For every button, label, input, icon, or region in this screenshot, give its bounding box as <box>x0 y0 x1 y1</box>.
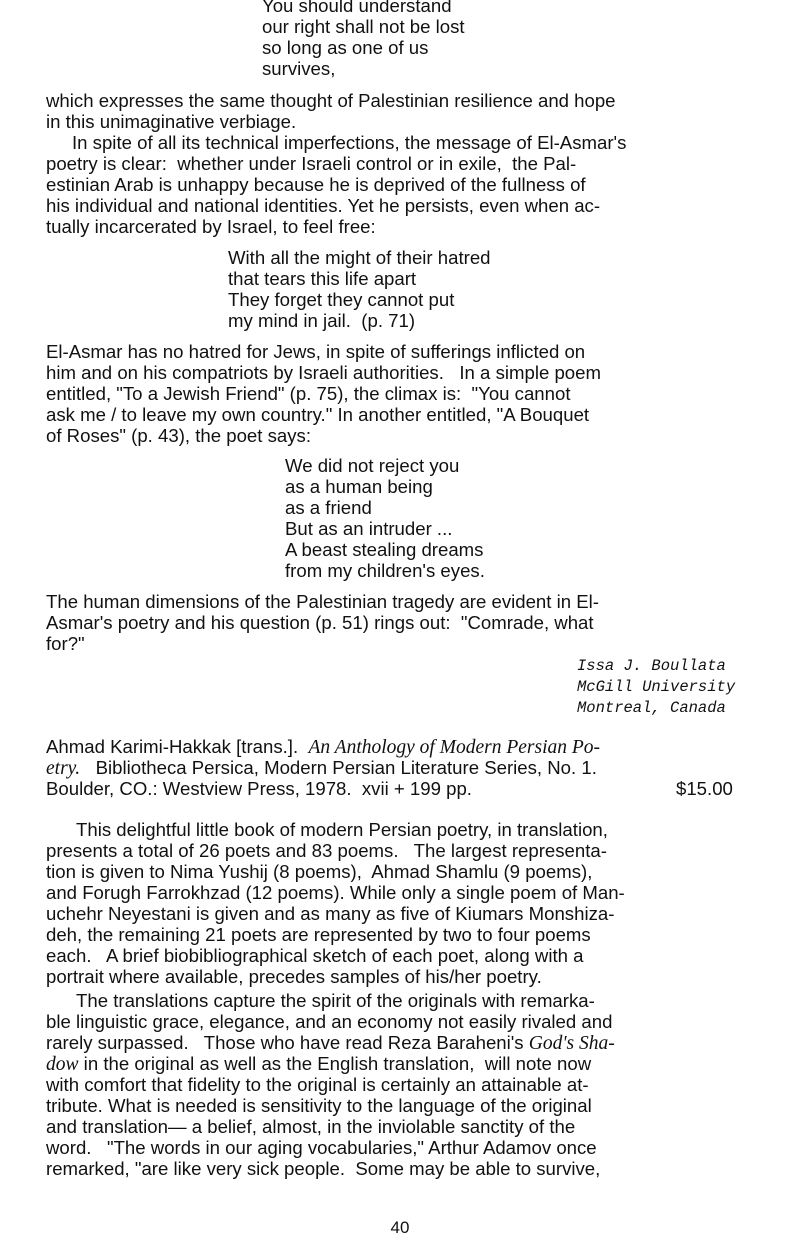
poem-line: With all the might of their hatred <box>228 247 491 268</box>
reviewer-affiliation: McGill University <box>577 678 736 696</box>
text-line: Asmar's poetry and his question (p. 51) rings out: "Comrade, what <box>46 612 594 633</box>
text-line: ask me / to leave my own country." In another entitled, "A Bouquet <box>46 404 590 425</box>
text-line: ble linguistic grace, elegance, and an economy not easily rivaled and <box>46 1011 613 1032</box>
text-line: his individual and national identities. Yet he persists, even when ac- <box>46 195 601 216</box>
text-segment: rarely surpassed. Those who have read Reza Baraheni's <box>46 1032 529 1053</box>
text-line: deh, the remaining 21 poets are represented by two to four poems <box>46 924 591 945</box>
text-line: The translations capture the spirit of the originals with remarka- <box>76 990 595 1011</box>
poem-line: my mind in jail. (p. 71) <box>228 310 416 331</box>
text-line: and translation— a belief, almost, in the inviolable sanctity of the <box>46 1116 576 1137</box>
text-line <box>46 1054 591 1076</box>
text-line: and Forugh Farrokhzad (12 poems). While only a single poem of Man- <box>46 882 625 903</box>
poem-line: from my children's eyes. <box>285 560 485 581</box>
poem-line: But as an intruder ... <box>285 518 453 539</box>
text-line: in this unimaginative verbiage. <box>46 111 297 132</box>
text-line: portrait where available, precedes samples of his/her poetry. <box>46 966 542 987</box>
text-line: presents a total of 26 poets and 83 poems. The largest representa- <box>46 840 607 861</box>
text-line: poetry is clear: whether under Israeli control or in exile, the Pal- <box>46 153 577 174</box>
citation-price: $15.00 <box>676 778 733 799</box>
text-line: uchehr Neyestani is given and as many as five of Kiumars Monshiza- <box>46 903 615 924</box>
poem-line: our right shall not be lost <box>262 16 465 37</box>
text-segment: in the original as well as the English translation, will note now <box>78 1053 592 1074</box>
book-title-italic: God's Sha- <box>528 1033 615 1054</box>
text-line: with comfort that fidelity to the original is certainly an attainable at- <box>46 1074 589 1095</box>
text-line: estinian Arab is unhappy because he is deprived of the fullness of <box>46 174 586 195</box>
text-line: remarked, "are like very sick people. Some may be able to survive, <box>46 1158 601 1179</box>
text-line <box>46 1033 615 1055</box>
text-line: This delightful little book of modern Persian poetry, in translation, <box>76 819 608 840</box>
poem-line: as a human being <box>285 476 433 497</box>
citation-title-cont: etry. <box>46 758 81 779</box>
poem-line: that tears this life apart <box>228 268 417 289</box>
poem-line: A beast stealing dreams <box>285 539 484 560</box>
text-line: each. A brief biobibliographical sketch of each poet, along with a <box>46 945 584 966</box>
poem-line: survives, <box>262 58 336 79</box>
poem-line: so long as one of us <box>262 37 429 58</box>
reviewer-name: Issa J. Boullata <box>577 657 726 675</box>
text-line: tion is given to Nima Yushij (8 poems), Ahmad Shamlu (9 poems), <box>46 861 593 882</box>
text-line: tribute. What is needed is sensitivity to the language of the original <box>46 1095 592 1116</box>
citation-publisher: Boulder, CO.: Westview Press, 1978. xvii + 199 pp. <box>46 778 472 799</box>
text-line: tually incarcerated by Israel, to feel free: <box>46 216 376 237</box>
citation-author: Ahmad Karimi-Hakkak [trans.]. <box>46 736 309 757</box>
text-line: of Roses" (p. 43), the poet says: <box>46 425 311 446</box>
citation-line <box>46 758 597 780</box>
text-line: The human dimensions of the Palestinian tragedy are evident in El- <box>46 591 599 612</box>
book-title-italic: dow <box>46 1054 79 1075</box>
text-line: El-Asmar has no hatred for Jews, in spite of sufferings inflicted on <box>46 341 586 362</box>
text-line: which expresses the same thought of Palestinian resilience and hope <box>46 90 616 111</box>
reviewer-location: Montreal, Canada <box>577 699 726 717</box>
citation-title: An Anthology of Modern Persian Po- <box>308 737 601 758</box>
text-line: entitled, "To a Jewish Friend" (p. 75), the climax is: "You cannot <box>46 383 571 404</box>
page-number: 40 <box>390 1218 410 1237</box>
citation-line <box>46 737 600 759</box>
poem-line: You should understand <box>262 0 452 16</box>
poem-line: They forget they cannot put <box>228 289 455 310</box>
poem-line: as a friend <box>285 497 372 518</box>
text-line: for?" <box>46 633 85 654</box>
text-line: word. "The words in our aging vocabularies," Arthur Adamov once <box>46 1137 597 1158</box>
text-line: In spite of all its technical imperfections, the message of El-Asmar's <box>72 132 627 153</box>
text-line: him and on his compatriots by Israeli authorities. In a simple poem <box>46 362 601 383</box>
citation-series: Bibliotheca Persica, Modern Persian Literature Series, No. 1. <box>80 757 597 778</box>
poem-line: We did not reject you <box>285 455 460 476</box>
